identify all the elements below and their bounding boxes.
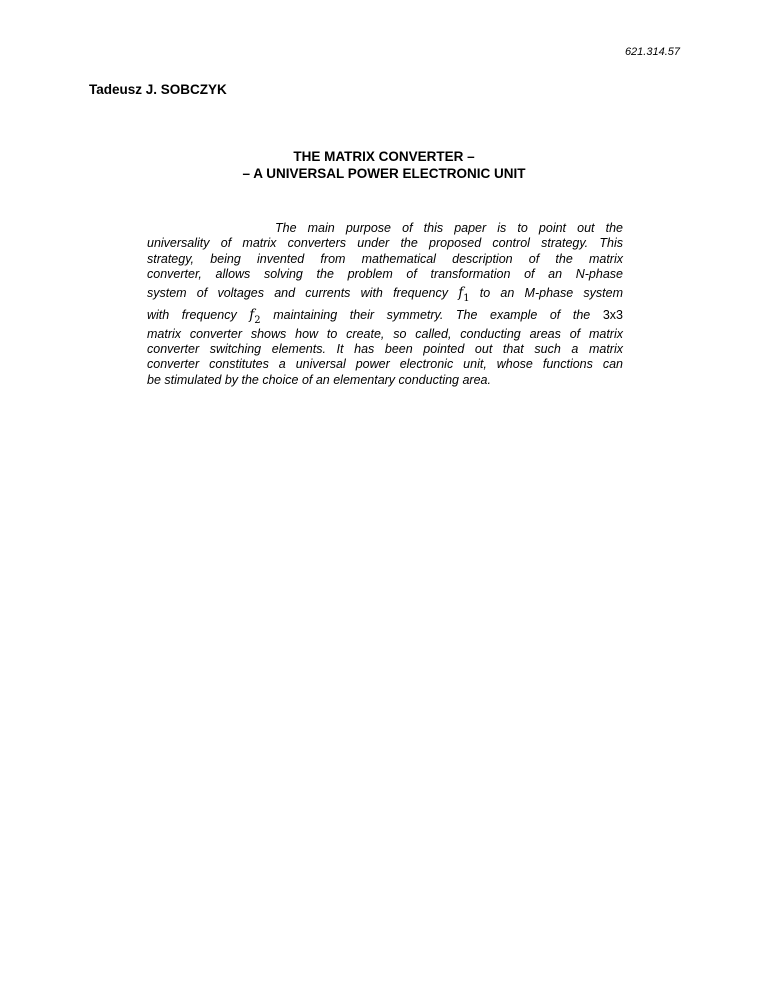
abstract-line-6-size: 3x3 (602, 307, 623, 322)
abstract-line-7: matrix converter shows how to create, so called, conducting areas of matrix (147, 326, 623, 341)
f1-letter: f (458, 284, 464, 301)
abstract-line-6-mid: maintaining their symmetry. The example of the (273, 307, 591, 322)
abstract-line-3: strategy, being invented from mathematical description of the matrix (147, 251, 623, 266)
f2-letter: f (249, 306, 255, 323)
abstract-line-10: be stimulated by the choice of an elementary conducting area. (147, 372, 491, 387)
abstract-line-1: The main purpose of this paper is to point out the (275, 221, 623, 235)
abstract-line-9: converter constitutes a universal power electronic unit, whose functions can (147, 357, 623, 372)
title-line-2: – A UNIVERSAL POWER ELECTRONIC UNIT (242, 166, 526, 181)
abstract-line-5-end: to an M-phase system (479, 285, 623, 300)
abstract-line-6-start: with frequency (147, 307, 237, 322)
abstract-line-6 (147, 305, 623, 327)
abstract-line-8: converter switching elements. It has been pointed out that such a matrix (147, 342, 623, 357)
frequency-f1-symbol (458, 284, 470, 304)
abstract-line-4: converter, allows solving the problem of transformation of an N-phase (147, 267, 623, 282)
abstract-line-5-start: system of voltages and currents with frequency (147, 285, 448, 300)
author-name: Tadeusz J. SOBCZYK (89, 82, 227, 97)
abstract-line-2: universality of matrix converters under the proposed control strategy. This (147, 236, 623, 251)
f1-subscript: 1 (463, 292, 470, 304)
title-line-1: THE MATRIX CONVERTER – (293, 149, 475, 164)
paper-title (0, 148, 768, 182)
udc-code: 621.314.57 (624, 46, 680, 58)
f2-subscript: 2 (254, 314, 261, 326)
abstract (147, 221, 623, 388)
abstract-line-5 (147, 283, 623, 305)
frequency-f2-symbol (249, 306, 261, 326)
